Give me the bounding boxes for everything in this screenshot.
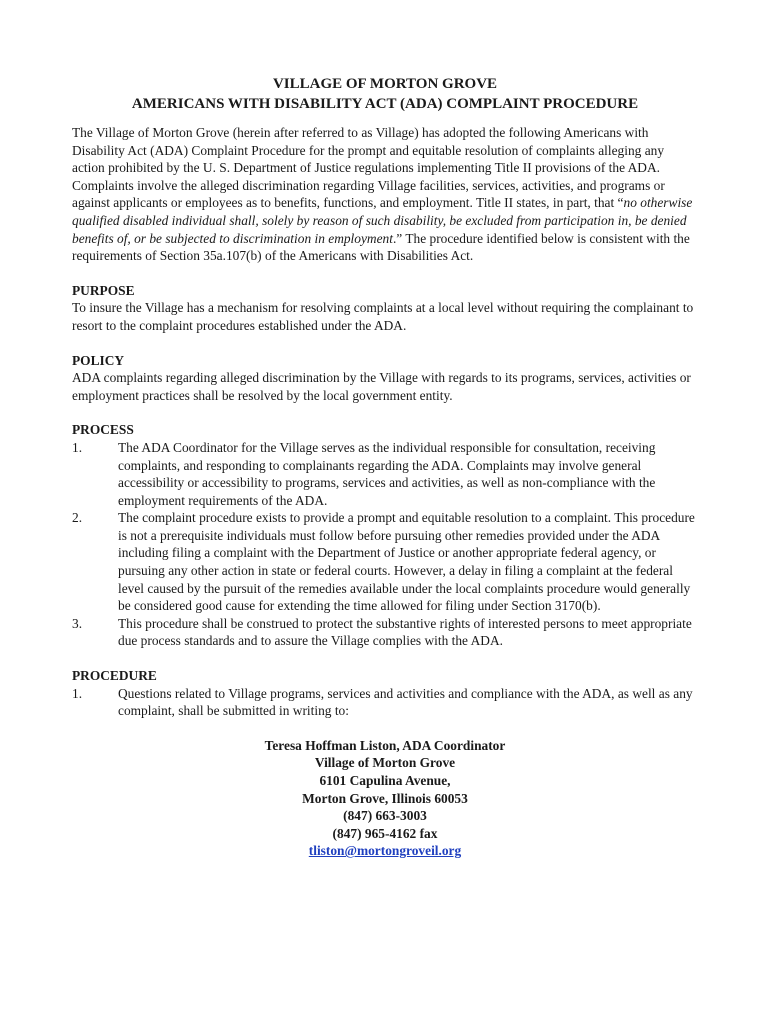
contact-name: Teresa Hoffman Liston, ADA Coordinator [264,737,506,753]
procedure-item-number: 1. [72,685,83,701]
intro-paragraph [72,124,698,265]
process-section [72,421,698,650]
title-block [72,74,698,114]
process-item [72,439,698,509]
policy-heading: POLICY [72,352,125,368]
policy-section [72,352,698,405]
document-title-line-2: AMERICANS WITH DISABILITY ACT (ADA) COMPLAINT PROCEDURE [131,96,639,112]
process-item-number: 2. [72,510,83,526]
document-title-line-1: VILLAGE OF MORTON GROVE [272,76,498,92]
process-item-number: 1. [72,439,83,455]
procedure-item-text: Questions related to Village programs, services and activities and compliance with the ADA, as well as any complaint, shall be submitted in writing to: [118,685,693,719]
procedure-item [72,685,698,720]
purpose-heading: PURPOSE [72,282,135,298]
procedure-section [72,667,698,720]
procedure-list [72,685,698,720]
intro-text-after-quote: .” The procedure identified below is consistent with the requirements of Section 35a.107(b) of the Americans with Disabilities Act. [72,230,690,264]
purpose-text: To insure the Village has a mechanism for resolving complaints at a local level without requiring the complainant to resort to the complaint procedures established under the ADA. [72,300,694,333]
contact-address-block [72,737,698,860]
contact-phone: (847) 663-3003 [343,808,427,824]
procedure-heading: PROCEDURE [72,668,157,684]
contact-email-link[interactable]: tliston@mortongroveil.org [308,843,462,859]
contact-fax: (847) 965-4162 fax [332,825,438,841]
purpose-section [72,282,698,335]
contact-street: 6101 Capulina Avenue, [319,773,451,788]
process-item [72,615,698,650]
document-page [72,74,698,860]
process-item-text: The ADA Coordinator for the Village serves as the individual responsible for consultation, receiving complaints, and responding to complainants regarding the ADA. Complaints may involve general accessibility or accessibility to programs, services and activities, as well as non-compliance with the employment requirements of the ADA. [118,439,656,508]
process-item [72,509,698,615]
intro-quote: no otherwise qualified disabled individual shall, solely by reason of such disability, be excluded from participation in, be denied benefits of, or be subjected to discrimination in employment [72,195,693,246]
contact-organization: Village of Morton Grove [314,755,456,771]
process-item-text: This procedure shall be construed to protect the substantive rights of interested persons to meet appropriate due process standards and to assure the Village complies with the ADA. [118,615,692,649]
policy-text: ADA complaints regarding alleged discrimination by the Village with regards to its programs, services, activities or employment practices shall be resolved by the local government entity. [72,370,691,403]
process-list [72,439,698,650]
intro-text-before-quote: The Village of Morton Grove (herein after referred to as Village) has adopted the following Americans with Disability Act (ADA) Complaint Procedure for the prompt and equitable resolution of complaints alleging any action prohibited by the U. S. Department of Justice regulations implementing Title II provisions of the ADA. Complaints involve the alleged discrimination regarding Village facilities, services, activities, and programs or against applicants or employees as to benefits, functions, and employment. Title II states, in part, that “ [72,125,665,211]
process-item-number: 3. [72,615,83,631]
contact-city: Morton Grove, Illinois 60053 [302,790,468,806]
process-item-text: The complaint procedure exists to provide a prompt and equitable resolution to a complaint. This procedure is not a prerequisite individuals must follow before pursuing other remedies provided under the ADA including filing a complaint with the Department of Justice or another appropriate federal agency, or pursuing any other action in state or federal courts. However, a delay in filing a complaint at the federal level caused by the pursuit of the remedies available under the local complaints procedure would generally be considered good cause for extending the time allowed for filing under Section 3170(b). [118,510,695,614]
process-heading: PROCESS [72,422,134,438]
